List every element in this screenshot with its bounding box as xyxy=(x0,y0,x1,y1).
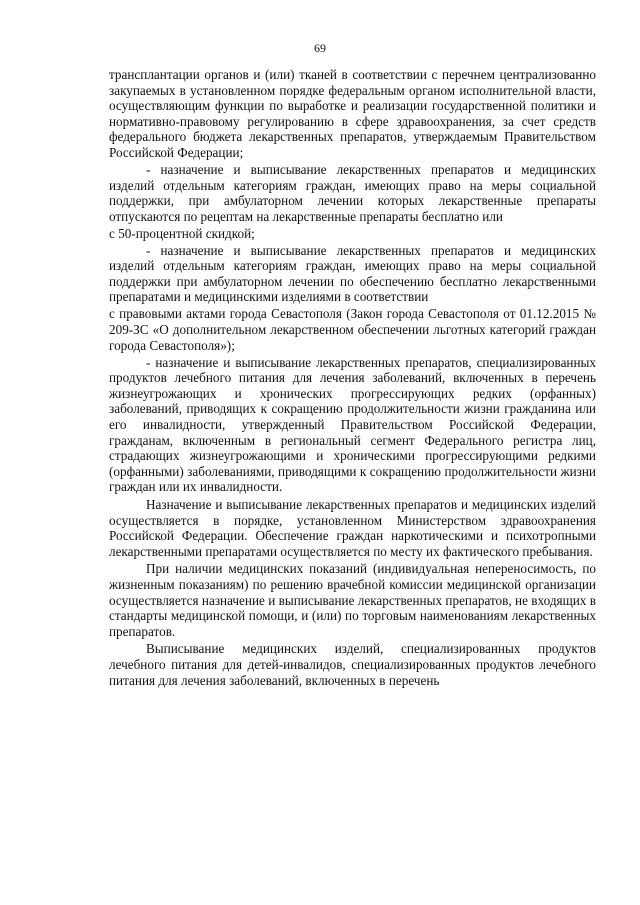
paragraph-8: При наличии медицинских показаний (индивидуальная непереносимость, по жизненным показаниям) по решению врачебной комиссии медицинской организации осуществляется назначение и выписывание лекарственных препаратов, не входящих в стандарты медицинской помощи, и (или) по торговым наименованиям лекарственных препаратов. xyxy=(109,561,596,639)
paragraph-2: - назначение и выписывание лекарственных препаратов и медицинских изделий отдельным категориям граждан, имеющих право на меры социальной поддержки, при амбулаторном лечении которых лекарственные препараты отпускаются по рецептам на лекарственные препараты бесплатно или xyxy=(109,161,596,224)
body-text xyxy=(109,67,596,690)
paragraph-7: Назначение и выписывание лекарственных препаратов и медицинских изделий осуществляется в порядке, установленном Министерством здравоохранения Российской Федерации. Обеспечение граждан наркотическими и психотропными лекарственными препаратами осуществляется по месту их фактического пребывания. xyxy=(109,496,596,559)
paragraph-6: - назначение и выписывание лекарственных препаратов, специализированных продуктов лечебного питания для лечения заболеваний, включенных в перечень жизнеугрожающих и хронических прогрессирующих редких (орфанных) заболеваний, приводящих к сокращению продолжительности жизни гражданина или его инвалидности, утвержденный Правительством Российской Федерации, гражданам, включенным в региональный сегмент Федерального регистра лиц, страдающих жизнеугрожающими и хроническими прогрессирующими редкими (орфанными) заболеваниями, приводящими к сокращению продолжительности жизни граждан или их инвалидности. xyxy=(109,354,596,495)
paragraph-5: с правовыми актами города Севастополя (Закон города Севастополя от 01.12.2015 № 209-ЗС «О дополнительном лекарственном обеспечении льготных категорий граждан города Севастополя»); xyxy=(109,306,596,353)
page-number: 69 xyxy=(314,41,326,55)
paragraph-9: Выписывание медицинских изделий, специализированных продуктов лечебного питания для детей-инвалидов, специализированных продуктов лечебного питания для лечения заболеваний, включенных в перечень xyxy=(109,641,596,688)
paragraph-4: - назначение и выписывание лекарственных препаратов и медицинских изделий отдельным категориям граждан, имеющих право на меры социальной поддержки при амбулаторном лечении по обеспечению бесплатно лекарственными препаратами и медицинскими изделиями в соответствии xyxy=(109,242,596,305)
paragraph-3: с 50-процентной скидкой; xyxy=(109,225,255,241)
paragraph-1: трансплантации органов и (или) тканей в соответствии с перечнем централизованно закупаемых в установленном порядке федеральным органом исполнительной власти, осуществляющим функции по выработке и реализации государственной политики и нормативно-правовому регулированию в сфере здравоохранения, за счет средств федерального бюджета лекарственных препаратов, утверждаемым Правительством Российской Федерации; xyxy=(109,67,596,160)
